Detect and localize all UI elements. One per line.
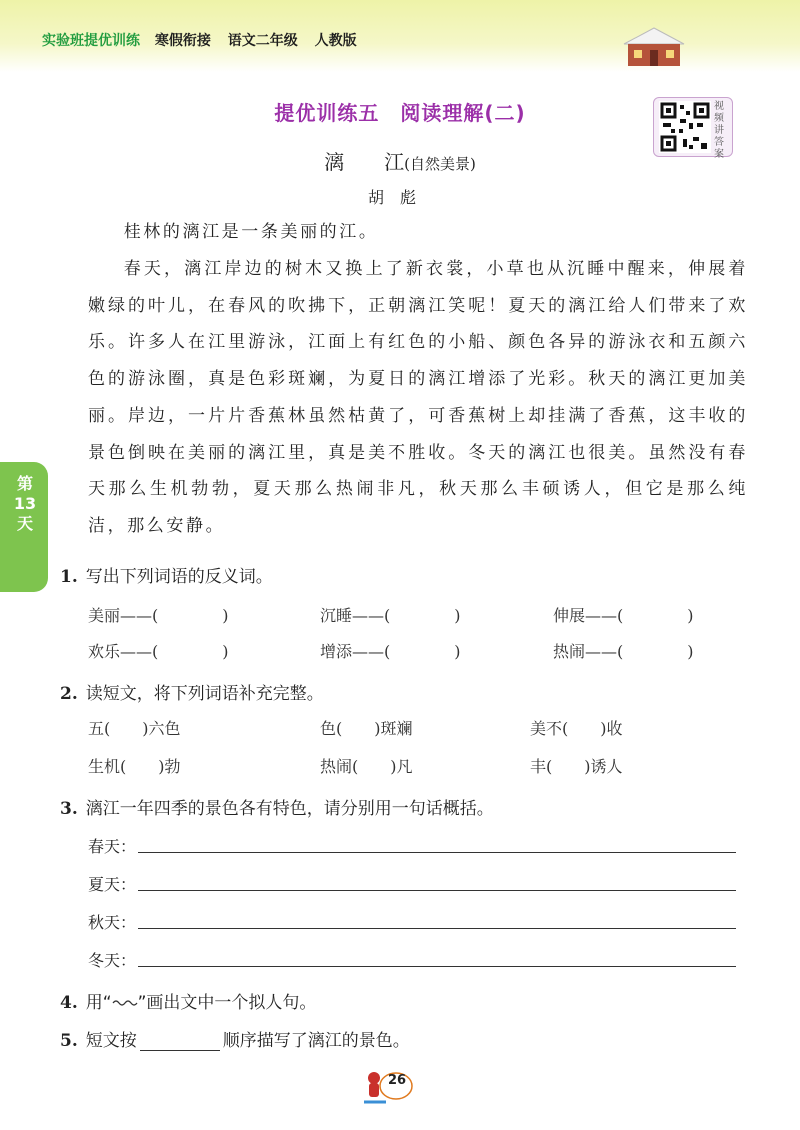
question-3 (60, 794, 494, 819)
wavy-underline-icon (112, 998, 138, 1008)
author: 胡彪 (367, 188, 432, 207)
day-tab-line2: 13 (13, 494, 37, 513)
question-3-text: 漓江一年四季的景色各有特色，请分别用一句话概括。 (85, 799, 494, 819)
question-1-text: 写出下列词语的反义词。 (85, 567, 273, 587)
question-4-post: ”画出文中一个拟人句。 (137, 993, 317, 1013)
season-label: 春天： (88, 837, 137, 856)
house-icon (618, 24, 690, 68)
q2-item[interactable]: 色( )斑斓 (320, 719, 413, 738)
q2-item[interactable]: 美不( )收 (530, 719, 623, 738)
edition-name: 人教版 (314, 33, 357, 49)
q2-item[interactable]: 热闹( )凡 (320, 757, 413, 776)
answer-line[interactable] (138, 890, 736, 891)
passage-subtitle: (自然美景) (404, 155, 476, 173)
day-tab-line1: 第 (16, 474, 33, 493)
question-1 (60, 562, 273, 587)
question-5 (60, 1026, 410, 1051)
q2-item[interactable]: 五( )六色 (88, 719, 181, 738)
subject-name: 语文二年级 (227, 33, 298, 49)
q1-item[interactable]: 美丽——( ) (88, 606, 229, 625)
header-text (42, 30, 357, 50)
question-4 (60, 988, 316, 1013)
paragraph-2: 春天，漓江岸边的树木又换上了新衣裳，小草也从沉睡中醒来，伸展着嫩绿的叶儿，在春风的吹拂下，正朝漓江笑呢！夏天的漓江给人们带来了欢乐。许多人在江里游泳，江面上有红色的小船、颜色各异的游泳衣和五颜六色的游泳圈，真是色彩斑斓，为夏日的漓江增添了光彩。秋天的漓江更加美丽。岸边，一片片香蕉林虽然枯黄了，可香蕉树上却挂满了香蕉，这丰收的景色倒映在美丽的漓江里，真是美不胜收。冬天的漓江也很美。虽然没有春天那么生机勃勃，夏天那么热闹非凡，秋天那么丰硕诱人，但它是那么纯洁，那么安静。 (88, 259, 748, 536)
answer-line[interactable] (138, 928, 736, 929)
page-number: 26 (388, 1073, 407, 1088)
answer-blank[interactable] (140, 1034, 220, 1051)
q1-item[interactable]: 欢乐——( ) (88, 642, 229, 661)
qr-label: 视频讲答案 (714, 101, 724, 160)
q1-item[interactable]: 伸展——( ) (553, 606, 694, 625)
passage-title-text: 漓 江 (324, 150, 405, 174)
season-label: 冬天： (88, 951, 137, 970)
question-5-pre: 短文按 (85, 1031, 137, 1051)
q1-item[interactable]: 沉睡——( ) (320, 606, 461, 625)
q1-item[interactable]: 热闹——( ) (553, 642, 694, 661)
day-tab-line3: 天 (16, 514, 33, 533)
passage-title (0, 146, 800, 175)
question-2 (60, 679, 324, 704)
answer-line[interactable] (138, 852, 736, 853)
question-3-number: 3. (60, 799, 78, 819)
season-label: 秋天： (88, 913, 137, 932)
q2-item[interactable]: 生机( )勃 (88, 757, 181, 776)
question-2-text: 读短文，将下列词语补充完整。 (85, 684, 324, 704)
series-name: 寒假衔接 (154, 33, 211, 49)
page-title: 提优训练五 阅读理解(二) (274, 101, 526, 125)
brand-name: 实验班提优训练 (42, 33, 140, 49)
question-1-number: 1. (60, 567, 78, 587)
question-2-number: 2. (60, 684, 78, 704)
question-5-post: 顺序描写了漓江的景色。 (222, 1031, 410, 1051)
season-label: 夏天： (88, 875, 137, 894)
question-5-number: 5. (60, 1031, 78, 1051)
q1-item[interactable]: 增添——( ) (320, 642, 461, 661)
q2-item[interactable]: 丰( )诱人 (530, 757, 623, 776)
question-4-number: 4. (60, 993, 78, 1013)
day-tab-label (10, 474, 40, 534)
question-4-pre: 用“ (85, 993, 112, 1013)
paragraph-1: 桂林的漓江是一条美丽的江。 (123, 222, 379, 242)
answer-line[interactable] (138, 966, 736, 967)
